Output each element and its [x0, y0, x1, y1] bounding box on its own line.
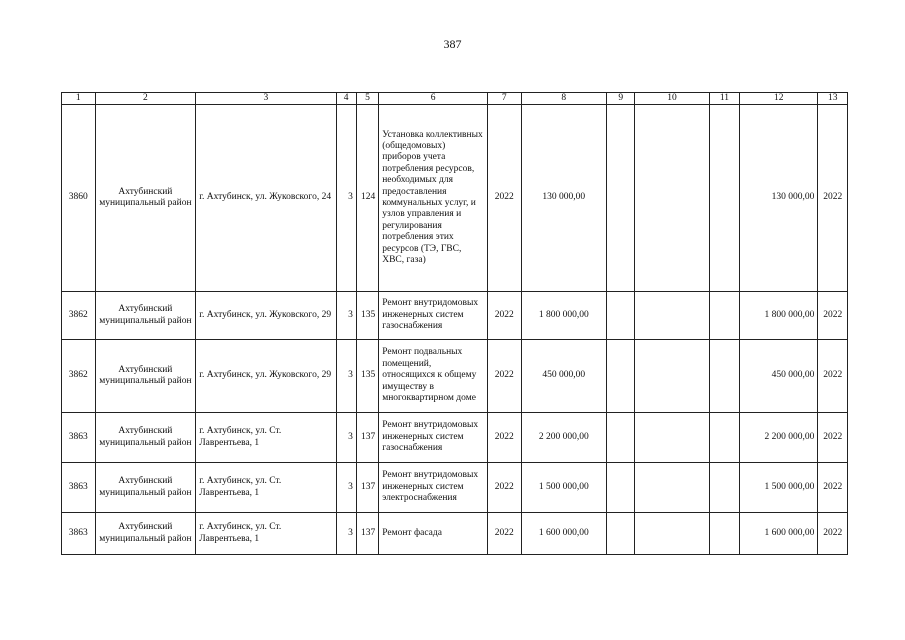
- table-row: [62, 513, 848, 555]
- row-id: 3862: [62, 292, 96, 340]
- district-cell: Ахтубинский муниципальный район: [95, 340, 196, 413]
- address-cell: г. Ахтубинск, ул. Ст. Лаврентьева, 1: [196, 513, 336, 555]
- row-id: 3862: [62, 340, 96, 413]
- column-header: 9: [606, 93, 634, 105]
- row-id: 3860: [62, 105, 96, 292]
- col4-cell: 3: [336, 292, 356, 340]
- district-cell: Ахтубинский муниципальный район: [95, 292, 196, 340]
- year-cell: 2022: [488, 413, 522, 463]
- end-year-cell: 2022: [818, 513, 848, 555]
- year-cell: 2022: [488, 105, 522, 292]
- table-row: [62, 292, 848, 340]
- column-header: 5: [356, 93, 378, 105]
- total-cell: 1 600 000,00: [740, 513, 818, 555]
- district-cell: Ахтубинский муниципальный район: [95, 513, 196, 555]
- column-header: 7: [488, 93, 522, 105]
- col9-cell: [606, 463, 634, 513]
- address-cell: г. Ахтубинск, ул. Жуковского, 29: [196, 340, 336, 413]
- col4-cell: 3: [336, 413, 356, 463]
- column-header: 8: [521, 93, 606, 105]
- col5-cell: 137: [356, 463, 378, 513]
- col10-cell: [635, 463, 709, 513]
- col9-cell: [606, 340, 634, 413]
- column-header: 12: [740, 93, 818, 105]
- district-cell: Ахтубинский муниципальный район: [95, 105, 196, 292]
- year-cell: 2022: [488, 513, 522, 555]
- total-cell: 130 000,00: [740, 105, 818, 292]
- col11-cell: [709, 413, 740, 463]
- end-year-cell: 2022: [818, 413, 848, 463]
- table-row: [62, 463, 848, 513]
- work-description-cell: Установка коллективных (общедомовых) приборов учета потребления ресурсов, необходимых для предоставления коммунальных услуг, и узлов управления и регулирования потребления этих ресурсов (ТЭ, ГВС, ХВС, газа): [379, 105, 488, 292]
- column-header: 10: [635, 93, 709, 105]
- address-cell: г. Ахтубинск, ул. Жуковского, 29: [196, 292, 336, 340]
- table-row: [62, 340, 848, 413]
- col5-cell: 124: [356, 105, 378, 292]
- work-description-cell: Ремонт внутридомовых инженерных систем газоснабжения: [379, 292, 488, 340]
- col9-cell: [606, 105, 634, 292]
- end-year-cell: 2022: [818, 463, 848, 513]
- address-cell: г. Ахтубинск, ул. Ст. Лаврентьева, 1: [196, 413, 336, 463]
- amount-cell: 130 000,00: [521, 105, 606, 292]
- column-header: 2: [95, 93, 196, 105]
- col10-cell: [635, 105, 709, 292]
- year-cell: 2022: [488, 340, 522, 413]
- header-row: [62, 93, 848, 105]
- amount-cell: 2 200 000,00: [521, 413, 606, 463]
- col10-cell: [635, 292, 709, 340]
- col5-cell: 135: [356, 340, 378, 413]
- col10-cell: [635, 413, 709, 463]
- table-row: [62, 413, 848, 463]
- col11-cell: [709, 105, 740, 292]
- end-year-cell: 2022: [818, 340, 848, 413]
- page-number: 387: [443, 37, 462, 51]
- col11-cell: [709, 340, 740, 413]
- col4-cell: 3: [336, 513, 356, 555]
- work-description-cell: Ремонт фасада: [379, 513, 488, 555]
- col9-cell: [606, 292, 634, 340]
- end-year-cell: 2022: [818, 105, 848, 292]
- amount-cell: 1 500 000,00: [521, 463, 606, 513]
- address-cell: г. Ахтубинск, ул. Ст. Лаврентьева, 1: [196, 463, 336, 513]
- col11-cell: [709, 292, 740, 340]
- total-cell: 450 000,00: [740, 340, 818, 413]
- register-table: [61, 92, 848, 555]
- end-year-cell: 2022: [818, 292, 848, 340]
- column-header: 1: [62, 93, 96, 105]
- column-header: 6: [379, 93, 488, 105]
- col10-cell: [635, 513, 709, 555]
- amount-cell: 1 600 000,00: [521, 513, 606, 555]
- total-cell: 2 200 000,00: [740, 413, 818, 463]
- col10-cell: [635, 340, 709, 413]
- year-cell: 2022: [488, 292, 522, 340]
- year-cell: 2022: [488, 463, 522, 513]
- district-cell: Ахтубинский муниципальный район: [95, 413, 196, 463]
- column-header: 3: [196, 93, 336, 105]
- total-cell: 1 800 000,00: [740, 292, 818, 340]
- column-header: 11: [709, 93, 740, 105]
- amount-cell: 1 800 000,00: [521, 292, 606, 340]
- col11-cell: [709, 513, 740, 555]
- col11-cell: [709, 463, 740, 513]
- work-description-cell: Ремонт внутридомовых инженерных систем газоснабжения: [379, 413, 488, 463]
- col9-cell: [606, 413, 634, 463]
- amount-cell: 450 000,00: [521, 340, 606, 413]
- row-id: 3863: [62, 513, 96, 555]
- work-description-cell: Ремонт внутридомовых инженерных систем электроснабжения: [379, 463, 488, 513]
- col5-cell: 137: [356, 413, 378, 463]
- col9-cell: [606, 513, 634, 555]
- column-header: 13: [818, 93, 848, 105]
- col5-cell: 135: [356, 292, 378, 340]
- col4-cell: 3: [336, 340, 356, 413]
- table-row: [62, 105, 848, 292]
- col4-cell: 3: [336, 105, 356, 292]
- work-description-cell: Ремонт подвальных помещений, относящихся к общему имуществу в многоквартирном доме: [379, 340, 488, 413]
- row-id: 3863: [62, 463, 96, 513]
- column-header: 4: [336, 93, 356, 105]
- row-id: 3863: [62, 413, 96, 463]
- col4-cell: 3: [336, 463, 356, 513]
- col5-cell: 137: [356, 513, 378, 555]
- district-cell: Ахтубинский муниципальный район: [95, 463, 196, 513]
- address-cell: г. Ахтубинск, ул. Жуковского, 24: [196, 105, 336, 292]
- total-cell: 1 500 000,00: [740, 463, 818, 513]
